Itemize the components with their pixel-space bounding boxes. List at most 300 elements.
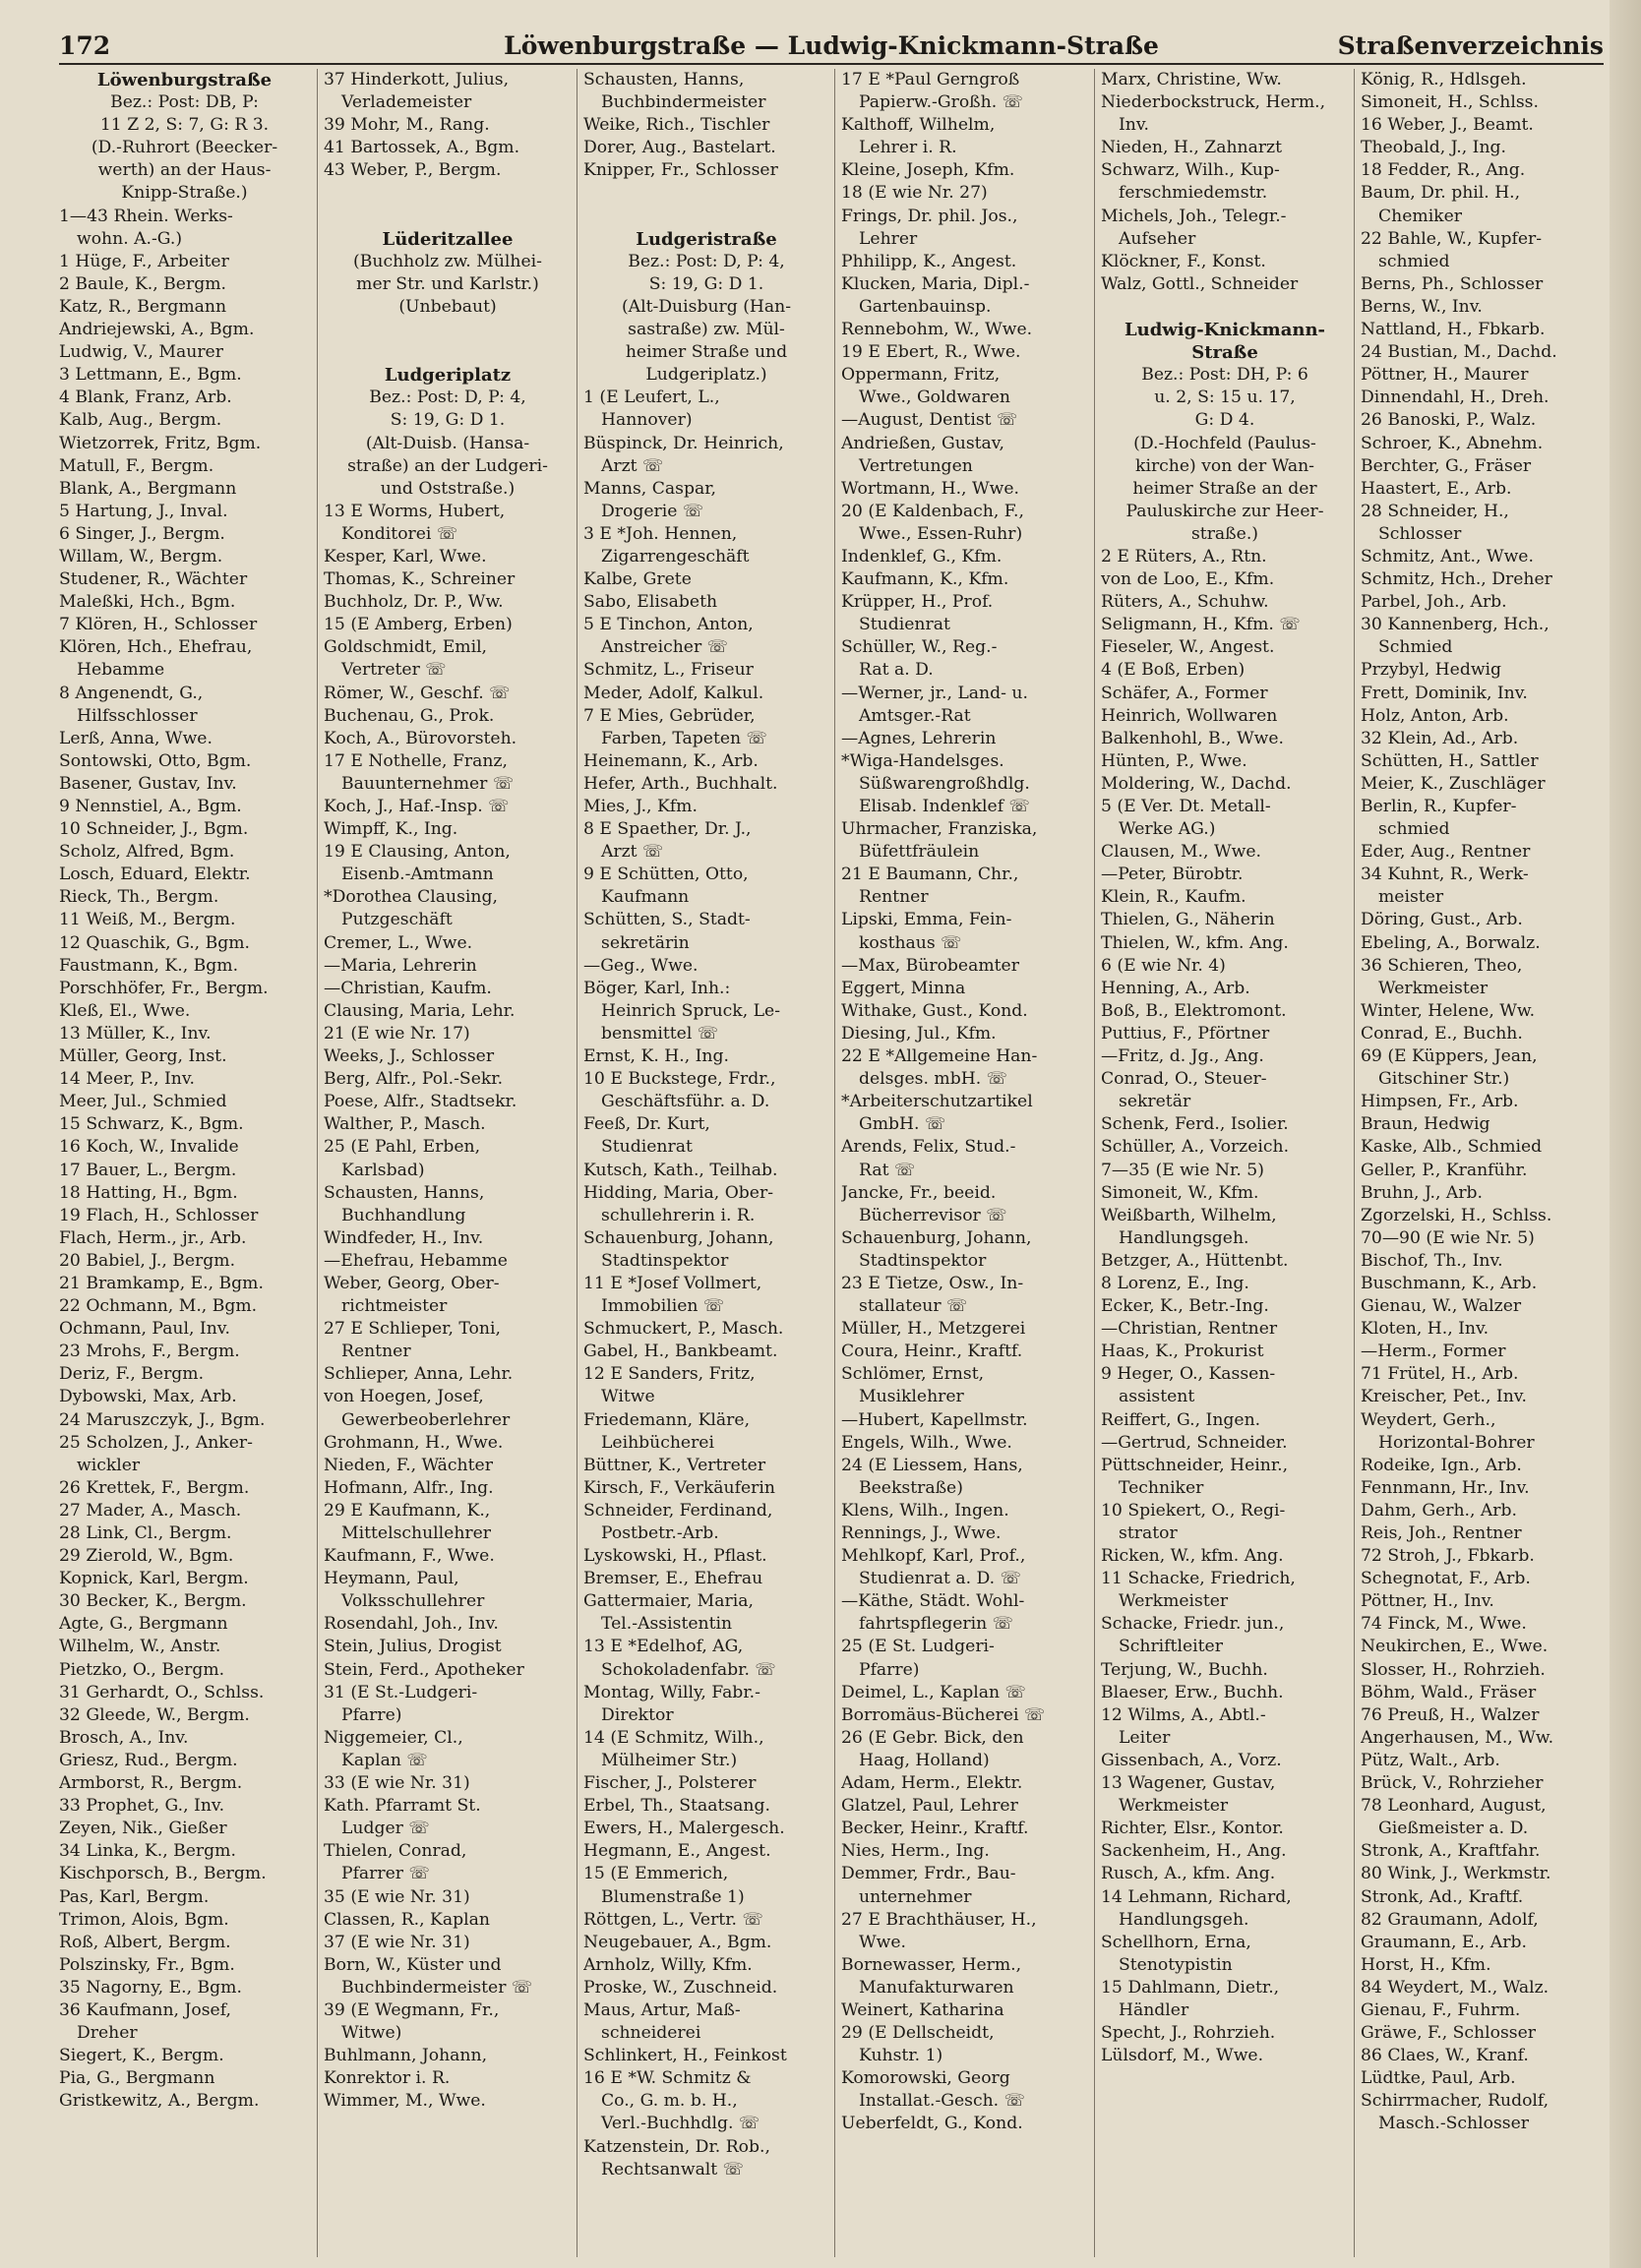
directory-entry: 39 Mohr, M., Rang. — [324, 115, 490, 136]
directory-entry: Döring, Gust., Arb. — [1361, 910, 1523, 930]
directory-entry: Stein, Ferd., Apotheker — [324, 1659, 524, 1680]
directory-entry: Buchholz, Dr. P., Ww. — [324, 592, 504, 613]
directory-entry: Bücherrevisor ☏ — [859, 1205, 1007, 1225]
directory-entry: Schütten, S., Stadt- — [583, 910, 751, 930]
directory-entry: Kopnick, Karl, Bergm. — [59, 1569, 249, 1589]
directory-entry: —Geg., Wwe. — [583, 955, 699, 976]
directory-entry: 15 (E Emmerich, — [583, 1864, 729, 1884]
directory-entry: 9 E Schütten, Otto, — [583, 865, 749, 885]
directory-entry: Walz, Gottl., Schneider — [1101, 273, 1299, 294]
directory-entry: Pietzko, O., Bergm. — [59, 1659, 225, 1680]
directory-entry: Puttius, F., Pförtner — [1101, 1023, 1270, 1044]
directory-entry: Neugebauer, A., Bgm. — [583, 1932, 772, 1952]
directory-entry: 9 Nennstiel, A., Bgm. — [59, 797, 242, 816]
directory-entry: Przybyl, Hedwig — [1361, 660, 1502, 681]
directory-entry: 5 E Tinchon, Anton, — [583, 615, 754, 635]
directory-entry: Pas, Karl, Bergm. — [59, 1886, 210, 1907]
directory-entry: heimer Straße und — [625, 342, 788, 363]
directory-entry: u. 2, S: 15 u. 17, — [1154, 388, 1296, 408]
directory-entry: 23 Mrohs, F., Bergm. — [59, 1342, 240, 1362]
directory-entry: Poese, Alfr., Stadtsekr. — [324, 1092, 517, 1112]
page-title: Löwenburgstraße — Ludwig-Knickmann-Straße — [504, 31, 1159, 60]
directory-entry: Manufakturwaren — [859, 1977, 1014, 1998]
directory-entry: 25 (E Pahl, Erben, — [324, 1137, 481, 1158]
directory-entry: Schegnotat, F., Arb. — [1361, 1569, 1531, 1589]
directory-entry: Oppermann, Fritz, — [841, 365, 1001, 386]
directory-entry: Ueberfeldt, G., Kond. — [841, 2114, 1023, 2134]
directory-entry: Andrießen, Gustav, — [841, 433, 1004, 453]
page-number: 172 — [59, 31, 111, 60]
directory-entry: Wortmann, H., Wwe. — [841, 478, 1019, 499]
directory-entry: Uhrmacher, Franziska, — [841, 819, 1038, 840]
directory-entry: S: 19, G: D 1. — [390, 410, 506, 431]
directory-entry: Weißbarth, Wilhelm, — [1101, 1205, 1277, 1225]
directory-entry: Bischof, Th., Inv. — [1361, 1250, 1503, 1271]
directory-entry: Koch, A., Bürovorsteh. — [324, 728, 517, 748]
directory-entry: von Hoegen, Josef, — [324, 1387, 484, 1407]
directory-entry: Hofmann, Alfr., Ing. — [324, 1477, 494, 1498]
directory-entry: Grohmann, H., Wwe. — [324, 1432, 504, 1453]
directory-entry: 8 Lorenz, E., Ing. — [1101, 1273, 1249, 1293]
directory-entry: Stein, Julius, Drogist — [324, 1637, 502, 1657]
directory-entry: *Arbeiterschutzartikel — [841, 1092, 1033, 1112]
directory-entry: —Ehefrau, Hebamme — [324, 1250, 508, 1271]
directory-entry: Siegert, K., Bergm. — [59, 2046, 224, 2066]
directory-entry: Geller, P., Kranführ. — [1361, 1160, 1528, 1180]
directory-entry: Sabo, Elisabeth — [583, 592, 718, 613]
directory-entry: Hegmann, E., Angest. — [583, 1841, 771, 1862]
directory-entry: Haag, Holland) — [859, 1750, 990, 1770]
directory-entry: Marx, Christine, Ww. — [1101, 70, 1282, 90]
directory-entry: Berchter, G., Fräser — [1361, 455, 1532, 476]
directory-entry: Nattland, H., Fbkarb. — [1361, 320, 1546, 340]
directory-entry: Sackenheim, H., Ang. — [1101, 1841, 1287, 1862]
directory-entry: Bez.: Post: D, P: 4, — [628, 251, 785, 271]
directory-entry: Richter, Elsr., Kontor. — [1101, 1819, 1284, 1839]
directory-entry: Schlinkert, H., Feinkost — [583, 2046, 787, 2066]
directory-entry: Studener, R., Wächter — [59, 569, 248, 590]
directory-entry: —Agnes, Lehrerin — [841, 728, 997, 748]
directory-entry: Buchbindermeister — [601, 92, 766, 113]
directory-entry: Arzt ☏ — [601, 455, 664, 476]
directory-entry: Porschhöfer, Fr., Bergm. — [59, 978, 269, 998]
directory-entry: heimer Straße an der — [1132, 478, 1317, 499]
directory-entry: 1 Hüge, F., Arbeiter — [59, 251, 229, 271]
directory-entry: Konditorei ☏ — [341, 523, 458, 544]
directory-entry: Trimon, Alois, Bgm. — [59, 1909, 229, 1930]
directory-entry: schneiderei — [601, 2023, 701, 2044]
directory-entry: Weydert, Gerh., — [1361, 1409, 1496, 1430]
directory-entry: Horizontal-Bohrer — [1378, 1432, 1535, 1453]
directory-entry: Seligmann, H., Kfm. ☏ — [1101, 615, 1301, 635]
directory-entry: Stronk, A., Kraftfahr. — [1361, 1841, 1541, 1862]
directory-entry: 21 (E wie Nr. 17) — [324, 1023, 470, 1044]
directory-entry: Gienau, F., Fuhrm. — [1361, 1999, 1521, 2020]
directory-entry: Diesing, Jul., Kfm. — [841, 1023, 997, 1044]
directory-entry: Lüdtke, Paul, Arb. — [1361, 2068, 1516, 2089]
directory-entry: Dreher — [77, 2023, 138, 2044]
directory-entry: 11 Z 2, S: 7, G: R 3. — [99, 115, 270, 136]
directory-entry: —Christian, Rentner — [1101, 1319, 1278, 1340]
directory-entry: (Alt-Duisburg (Han- — [621, 296, 792, 317]
directory-entry: 82 Graumann, Adolf, — [1361, 1909, 1539, 1930]
directory-entry: Kaufmann — [601, 887, 690, 908]
directory-entry: Meder, Adolf, Kalkul. — [583, 683, 764, 703]
directory-entry: Withake, Gust., Kond. — [841, 1000, 1028, 1021]
directory-entry: Armborst, R., Bergm. — [59, 1773, 243, 1794]
directory-entry: Masch.-Schlosser — [1378, 2114, 1529, 2134]
spacer — [324, 206, 572, 228]
directory-entry: Büfettfräulein — [859, 842, 980, 863]
directory-entry: Direktor — [601, 1704, 674, 1725]
directory-entry: Immobilien ☏ — [601, 1296, 725, 1317]
directory-entry: Deriz, F., Bergm. — [59, 1364, 205, 1385]
directory-entry: 32 Klein, Ad., Arb. — [1361, 728, 1519, 748]
directory-entry: Installat.-Gesch. ☏ — [859, 2091, 1026, 2112]
directory-entry: Tel.-Assistentin — [601, 1614, 733, 1635]
directory-entry: Werke AG.) — [1119, 819, 1216, 840]
directory-entry: ferschmiedemstr. — [1119, 183, 1268, 204]
directory-entry: —Fritz, d. Jg., Ang. — [1101, 1046, 1264, 1067]
directory-column-1 — [59, 69, 316, 2257]
directory-entry: Römer, W., Geschf. ☏ — [324, 683, 511, 703]
spacer — [583, 182, 829, 205]
directory-entry: Thielen, Conrad, — [324, 1841, 467, 1862]
directory-entry: 16 Koch, W., Invalide — [59, 1137, 239, 1158]
directory-entry: Weeks, J., Schlosser — [324, 1046, 495, 1067]
directory-entry: Lerß, Anna, Wwe. — [59, 728, 213, 748]
directory-entry: Röttgen, L., Vertr. ☏ — [583, 1909, 763, 1930]
directory-entry: 7 Klören, H., Schlosser — [59, 615, 258, 635]
directory-entry: Theobald, J., Ing. — [1361, 138, 1506, 158]
directory-entry: Chemiker — [1378, 206, 1462, 226]
directory-entry: Graumann, E., Arb. — [1361, 1932, 1527, 1952]
directory-entry: Montag, Willy, Fabr.- — [583, 1682, 760, 1702]
directory-entry: Dinnendahl, H., Dreh. — [1361, 388, 1550, 408]
directory-entry: Flach, Herm., jr., Arb. — [59, 1227, 247, 1248]
spacer — [324, 182, 572, 205]
directory-entry: 29 Zierold, W., Bgm. — [59, 1546, 234, 1567]
directory-entry: 28 Link, Cl., Bergm. — [59, 1523, 232, 1543]
directory-entry: 21 E Baumann, Chr., — [841, 865, 1019, 885]
directory-entry: 80 Wink, J., Werkmstr. — [1361, 1864, 1551, 1884]
directory-entry: Rüters, A., Schuhw. — [1101, 592, 1269, 613]
directory-entry: Techniker — [1119, 1477, 1204, 1498]
directory-entry: Andriejewski, A., Bgm. — [59, 320, 255, 340]
directory-entry: 6 Singer, J., Bergm. — [59, 523, 225, 544]
directory-entry: Sontowski, Otto, Bgm. — [59, 750, 252, 771]
directory-entry: 14 (E Schmitz, Wilh., — [583, 1727, 764, 1748]
directory-entry: Schmied — [1378, 637, 1453, 658]
directory-entry: Schüller, A., Vorzeich. — [1101, 1137, 1290, 1158]
directory-entry: Schmitz, Ant., Wwe. — [1361, 546, 1534, 567]
directory-entry: Losch, Eduard, Elektr. — [59, 865, 251, 885]
directory-entry: Thielen, G., Näherin — [1101, 910, 1275, 930]
directory-entry: Klucken, Maria, Dipl.- — [841, 273, 1030, 294]
directory-entry: 13 Müller, K., Inv. — [59, 1023, 212, 1044]
directory-entry: Bornewasser, Herm., — [841, 1954, 1022, 1975]
directory-entry: Böger, Karl, Inh.: — [583, 978, 731, 998]
directory-entry: Gissenbach, A., Vorz. — [1101, 1750, 1282, 1770]
directory-entry: Leihbücherei — [601, 1432, 714, 1453]
directory-entry: Fischer, J., Polsterer — [583, 1773, 757, 1794]
directory-entry: Braun, Hedwig — [1361, 1114, 1490, 1135]
directory-entry: Horst, H., Kfm. — [1361, 1954, 1491, 1975]
directory-entry: Bez.: Post: DB, P: — [110, 92, 259, 113]
directory-entry: sekretärin — [601, 932, 690, 953]
directory-entry: Lülsdorf, M., Wwe. — [1101, 2046, 1264, 2066]
directory-entry: 17 E Nothelle, Franz, — [324, 750, 508, 771]
directory-entry: 35 Nagorny, E., Bgm. — [59, 1977, 242, 1998]
directory-entry: Werkmeister — [1119, 1796, 1229, 1817]
directory-entry: Postbetr.-Arb. — [601, 1523, 719, 1543]
directory-entry: —Käthe, Städt. Wohl- — [841, 1591, 1025, 1612]
directory-entry: Wwe. — [859, 1932, 907, 1952]
directory-entry: Kaske, Alb., Schmied — [1361, 1137, 1543, 1158]
directory-entry: Pfarre) — [341, 1704, 402, 1725]
directory-entry: Niederbockstruck, Herm., — [1101, 92, 1326, 113]
directory-entry: Schirrmacher, Rudolf, — [1361, 2091, 1550, 2112]
street-heading: Straße — [1191, 342, 1258, 364]
directory-entry: 78 Leonhard, August, — [1361, 1796, 1547, 1817]
directory-entry: schullehrerin i. R. — [601, 1205, 756, 1225]
directory-entry: Walther, P., Masch. — [324, 1114, 486, 1135]
directory-entry: Eggert, Minna — [841, 978, 966, 998]
directory-entry: Gießmeister a. D. — [1378, 1819, 1529, 1839]
directory-entry: Elisab. Indenklef ☏ — [859, 797, 1031, 816]
directory-entry: —Hubert, Kapellmstr. — [841, 1409, 1028, 1430]
directory-entry: Basener, Gustav, Inv. — [59, 773, 237, 794]
directory-entry: Lyskowski, H., Pflast. — [583, 1546, 767, 1567]
directory-entry: Schmitz, L., Friseur — [583, 660, 754, 681]
directory-entry: *Dorothea Clausing, — [324, 887, 498, 908]
directory-entry: Anstreicher ☏ — [601, 637, 729, 658]
directory-entry: delsges. mbH. ☏ — [859, 1069, 1008, 1090]
directory-entry: Weinert, Katharina — [841, 1999, 1004, 2020]
directory-entry: —Maria, Lehrerin — [324, 955, 477, 976]
directory-entry: Indenklef, G., Kfm. — [841, 546, 1003, 567]
directory-entry: Ludwig, V., Maurer — [59, 342, 223, 363]
directory-entry: Ernst, K. H., Ing. — [583, 1046, 729, 1067]
directory-entry: Schriftleiter — [1119, 1637, 1223, 1657]
directory-entry: Kaufmann, F., Wwe. — [324, 1546, 495, 1567]
directory-entry: Kutsch, Kath., Teilhab. — [583, 1160, 778, 1180]
directory-entry: Pöttner, H., Inv. — [1361, 1591, 1494, 1612]
directory-entry: Hünten, P., Wwe. — [1101, 750, 1247, 771]
directory-entry: Schausten, Hanns, — [583, 70, 745, 90]
directory-entry: Schauenburg, Johann, — [841, 1227, 1032, 1248]
directory-entry: Rosendahl, Joh., Inv. — [324, 1614, 499, 1635]
spacer — [583, 206, 829, 228]
directory-entry: Mies, J., Kfm. — [583, 797, 698, 816]
directory-entry: 26 (E Gebr. Bick, den — [841, 1727, 1024, 1748]
directory-entry: 18 Hatting, H., Bgm. — [59, 1182, 238, 1203]
directory-entry: 26 Banoski, P., Walz. — [1361, 410, 1537, 431]
directory-entry: Heinemann, K., Arb. — [583, 750, 759, 771]
directory-entry: 15 (E Amberg, Erben) — [324, 615, 513, 635]
directory-entry: 16 E *W. Schmitz & — [583, 2068, 752, 2089]
directory-entry: Betzger, A., Hüttenbt. — [1101, 1250, 1289, 1271]
directory-entry: Nieden, H., Zahnarzt — [1101, 138, 1283, 158]
directory-entry: 11 Schacke, Friedrich, — [1101, 1569, 1296, 1589]
street-heading: Lüderitzallee — [382, 228, 514, 250]
directory-entry: 2 Baule, K., Bergm. — [59, 273, 226, 294]
directory-entry: Berns, W., Inv. — [1361, 296, 1483, 317]
directory-entry: Ebeling, A., Borwalz. — [1361, 932, 1541, 953]
directory-entry: richtmeister — [341, 1296, 448, 1317]
directory-entry: Pia, G., Bergmann — [59, 2068, 215, 2089]
directory-entry: Pütz, Walt., Arb. — [1361, 1750, 1500, 1770]
scan-edge — [1610, 0, 1641, 2268]
directory-entry: Schausten, Hanns, — [324, 1182, 485, 1203]
street-heading: Ludgeristraße — [636, 228, 777, 250]
directory-entry: Hefer, Arth., Buchhalt. — [583, 773, 778, 794]
directory-entry: Schmuckert, P., Masch. — [583, 1319, 784, 1340]
directory-entry: Neukirchen, E., Wwe. — [1361, 1637, 1549, 1657]
directory-entry: Leiter — [1119, 1727, 1171, 1748]
directory-entry: Studienrat — [859, 615, 950, 635]
directory-entry: Schwarz, Wilh., Kup- — [1101, 160, 1280, 181]
directory-entry: 6 (E wie Nr. 4) — [1101, 955, 1226, 976]
directory-entry: Rieck, Th., Bergm. — [59, 887, 219, 908]
directory-entry: Co., G. m. b. H., — [601, 2091, 738, 2112]
directory-entry: Michels, Joh., Telegr.- — [1101, 206, 1287, 226]
directory-entry: Rennings, J., Wwe. — [841, 1523, 1002, 1543]
directory-entry: Reis, Joh., Rentner — [1361, 1523, 1522, 1543]
directory-entry: Mittelschullehrer — [341, 1523, 492, 1543]
directory-entry: Adam, Herm., Elektr. — [841, 1773, 1023, 1794]
directory-entry: Schenk, Ferd., Isolier. — [1101, 1114, 1289, 1135]
directory-entry: straße.) — [1190, 523, 1258, 544]
directory-entry: Heinrich, Wollwaren — [1101, 705, 1278, 726]
directory-entry: 36 Kaufmann, Josef, — [59, 1999, 231, 2020]
directory-entry: 36 Schieren, Theo, — [1361, 955, 1523, 976]
directory-entry: 24 Bustian, M., Dachd. — [1361, 342, 1557, 363]
directory-entry: Gabel, H., Bankbeamt. — [583, 1342, 778, 1362]
directory-entry: Knipp-Straße.) — [121, 183, 248, 204]
directory-entry: Katz, R., Bergmann — [59, 296, 227, 317]
directory-entry: 29 E Kaufmann, K., — [324, 1500, 491, 1521]
directory-entry: Kesper, Karl, Wwe. — [324, 546, 487, 567]
directory-entry: Wilhelm, W., Anstr. — [59, 1637, 221, 1657]
directory-entry: Holz, Anton, Arb. — [1361, 705, 1509, 726]
directory-entry: Kath. Pfarramt St. — [324, 1796, 481, 1817]
directory-entry: schmied — [1378, 251, 1450, 271]
directory-entry: 19 E Clausing, Anton, — [324, 842, 511, 863]
directory-entry: Schlömer, Ernst, — [841, 1364, 985, 1385]
directory-entry: (Buchholz zw. Mülhei- — [353, 251, 542, 271]
directory-entry: 10 Schneider, J., Bgm. — [59, 819, 249, 840]
directory-entry: Witwe) — [341, 2023, 402, 2044]
directory-entry: Klöckner, F., Konst. — [1101, 251, 1266, 271]
directory-entry: Polszinsky, Fr., Bgm. — [59, 1954, 235, 1975]
directory-entry: 33 Prophet, G., Inv. — [59, 1796, 225, 1817]
directory-entry: Willam, W., Bergm. — [59, 546, 223, 567]
directory-entry: Clausing, Maria, Lehr. — [324, 1000, 516, 1021]
directory-entry: Rodeike, Ign., Arb. — [1361, 1455, 1522, 1475]
directory-entry: stallateur ☏ — [859, 1296, 968, 1317]
directory-entry: 15 Dahlmann, Dietr., — [1101, 1977, 1280, 1998]
directory-entry: Rentner — [341, 1342, 411, 1362]
directory-entry: 31 Gerhardt, O., Schlss. — [59, 1682, 265, 1702]
directory-entry: Wimpff, K., Ing. — [324, 819, 458, 840]
directory-entry: 1 (E Leufert, L., — [583, 388, 720, 408]
directory-entry: Fieseler, W., Angest. — [1101, 637, 1275, 658]
directory-entry: 29 (E Dellscheidt, — [841, 2023, 995, 2044]
directory-entry: 26 Krettek, F., Bergm. — [59, 1477, 250, 1498]
directory-entry: 27 Mader, A., Masch. — [59, 1500, 242, 1521]
directory-entry: unternehmer — [859, 1886, 972, 1907]
directory-entry: Schüller, W., Reg.- — [841, 637, 998, 658]
directory-entry: Arends, Felix, Stud.- — [841, 1137, 1016, 1158]
directory-entry: 69 (E Küppers, Jean, — [1361, 1046, 1538, 1067]
directory-entry: Berns, Ph., Schlosser — [1361, 273, 1544, 294]
directory-entry: Boß, B., Elektromont. — [1101, 1000, 1287, 1021]
directory-entry: Henning, A., Arb. — [1101, 978, 1250, 998]
directory-entry: Beekstraße) — [859, 1477, 963, 1498]
spacer — [324, 341, 572, 364]
directory-entry: Blumenstraße 1) — [601, 1886, 745, 1907]
directory-entry: GmbH. ☏ — [859, 1114, 946, 1135]
directory-entry: 3 Lettmann, E., Bgm. — [59, 365, 242, 386]
directory-entry: 17 Bauer, L., Bergm. — [59, 1160, 237, 1180]
directory-entry: 28 Schneider, H., — [1361, 501, 1509, 521]
section-title: Straßenverzeichnis — [1337, 31, 1604, 60]
directory-entry: Süßwarengroßhdlg. — [859, 773, 1030, 794]
directory-entry: Buhlmann, Johann, — [324, 2046, 488, 2066]
directory-entry: Niggemeier, Cl., — [324, 1727, 463, 1748]
directory-entry: Hidding, Maria, Ober- — [583, 1182, 774, 1203]
directory-entry: Scholz, Alfred, Bgm. — [59, 842, 235, 863]
directory-entry: Simoneit, H., Schlss. — [1361, 92, 1539, 113]
directory-entry: G: D 4. — [1194, 410, 1255, 431]
directory-entry: Nies, Herm., Ing. — [841, 1841, 990, 1862]
directory-entry: Händler — [1119, 1999, 1189, 2020]
directory-column-2 — [317, 69, 577, 2257]
directory-entry: Werkmeister — [1119, 1591, 1229, 1612]
directory-entry: Arnholz, Willy, Kfm. — [583, 1954, 753, 1975]
directory-entry: Maus, Artur, Maß- — [583, 1999, 741, 2020]
directory-entry: 4 (E Boß, Erben) — [1101, 660, 1246, 681]
directory-entry: Hebamme — [77, 660, 165, 681]
directory-entry: Schlieper, Anna, Lehr. — [324, 1364, 514, 1385]
directory-entry: Eder, Aug., Rentner — [1361, 842, 1531, 863]
directory-entry: 86 Claes, W., Kranf. — [1361, 2046, 1529, 2066]
directory-entry: Verlademeister — [341, 92, 472, 113]
directory-entry: Zgorzelski, H., Schlss. — [1361, 1205, 1552, 1225]
directory-entry: Engels, Wilh., Wwe. — [841, 1432, 1012, 1453]
directory-entry: kosthaus ☏ — [859, 932, 962, 953]
directory-entry: Müller, Georg, Inst. — [59, 1046, 227, 1067]
directory-entry: Schacke, Friedr. jun., — [1101, 1614, 1285, 1635]
directory-entry: Bauunternehmer ☏ — [341, 773, 515, 794]
directory-entry: 4 Blank, Franz, Arb. — [59, 388, 232, 408]
directory-entry: Reiffert, G., Ingen. — [1101, 1409, 1261, 1430]
directory-entry: Wwe., Essen-Ruhr) — [859, 523, 1023, 544]
directory-entry: Coura, Heinr., Kraftf. — [841, 1342, 1023, 1362]
directory-entry: Schauenburg, Johann, — [583, 1227, 774, 1248]
directory-entry: Buschmann, K., Arb. — [1361, 1273, 1538, 1293]
directory-entry: 39 (E Wegmann, Fr., — [324, 1999, 500, 2020]
directory-entry: —Peter, Bürobtr. — [1101, 865, 1244, 885]
directory-entry: 18 (E wie Nr. 27) — [841, 183, 988, 204]
directory-entry: 41 Bartossek, A., Bgm. — [324, 138, 520, 158]
directory-entry: Stenotypistin — [1119, 1954, 1233, 1975]
directory-entry: 12 E Sanders, Fritz, — [583, 1364, 756, 1385]
directory-entry: Handlungsgeh. — [1119, 1909, 1249, 1930]
directory-entry: Roß, Albert, Bergm. — [59, 1932, 231, 1952]
directory-entry: 10 E Buckstege, Frdr., — [583, 1069, 776, 1090]
